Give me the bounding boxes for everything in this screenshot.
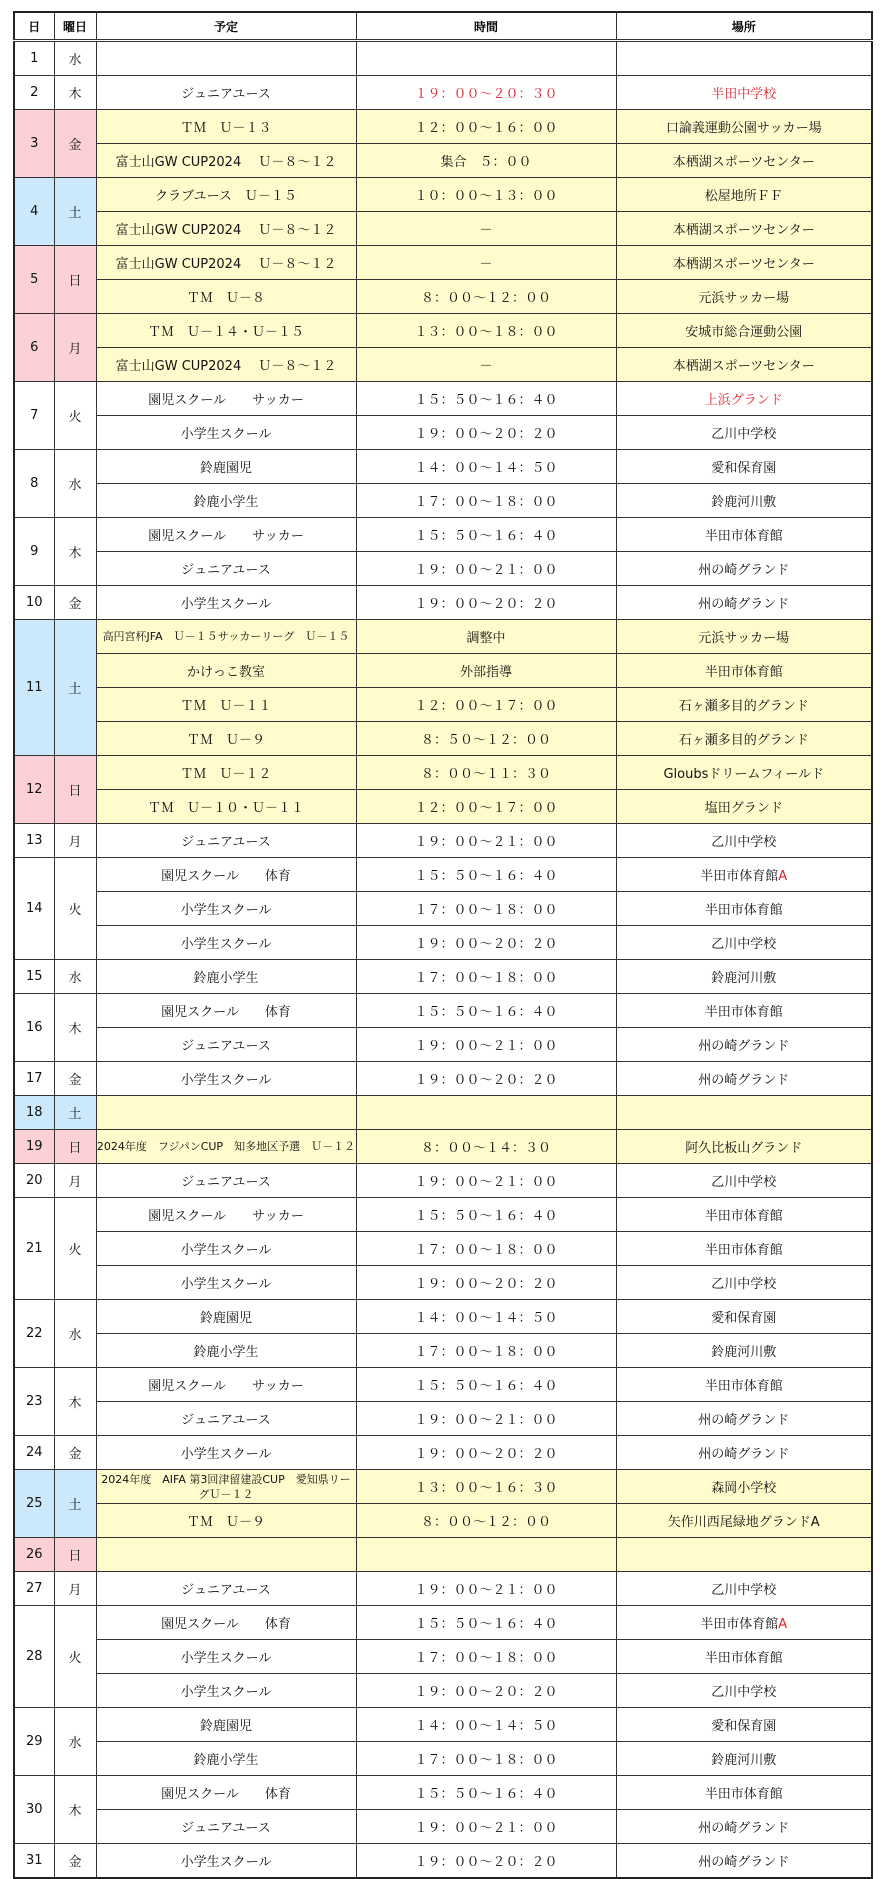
- time-cell: １７：００～１８：００: [356, 484, 616, 518]
- day-number: 7: [14, 382, 54, 450]
- time-cell: １９：００～２１：００: [356, 1572, 616, 1606]
- time-cell: １２：００～１６：００: [356, 110, 616, 144]
- weekday: 月: [54, 314, 96, 382]
- event-cell: ジュニアユース: [96, 824, 356, 858]
- event-cell: 園児スクール サッカー: [96, 1198, 356, 1232]
- event-cell: 鈴鹿小学生: [96, 1742, 356, 1776]
- time-cell: ８：００～１４：３０: [356, 1130, 616, 1164]
- header-time: 時間: [356, 12, 616, 41]
- table-row: [14, 1640, 872, 1674]
- place-cell: 愛和保育園: [616, 1708, 872, 1742]
- event-cell: 高円宮杯JFA Ｕ－１５サッカーリーグ Ｕ－１５: [96, 620, 356, 654]
- event-cell: ＴＭ Ｕ－１４・Ｕ－１５: [96, 314, 356, 348]
- time-cell: １７：００～１８：００: [356, 1232, 616, 1266]
- time-cell: １４：００～１４：５０: [356, 450, 616, 484]
- event-cell: 園児スクール 体育: [96, 858, 356, 892]
- event-cell: 2024年度 AIFA 第3回津留建設CUP 愛知県リーグＵ－１２: [96, 1470, 356, 1504]
- table-row: [14, 1572, 872, 1606]
- weekday: 火: [54, 1198, 96, 1300]
- weekday: 水: [54, 1708, 96, 1776]
- time-cell: １７：００～１８：００: [356, 1742, 616, 1776]
- place-cell: 乙川中学校: [616, 926, 872, 960]
- table-row: [14, 41, 872, 76]
- day-number: 5: [14, 246, 54, 314]
- time-cell: １７：００～１８：００: [356, 1640, 616, 1674]
- event-cell: 小学生スクール: [96, 892, 356, 926]
- day-number: 20: [14, 1164, 54, 1198]
- event-cell: 小学生スクール: [96, 586, 356, 620]
- table-row: [14, 382, 872, 416]
- event-cell: 小学生スクール: [96, 1640, 356, 1674]
- table-row: [14, 416, 872, 450]
- time-cell: １５：５０～１６：４０: [356, 1606, 616, 1640]
- event-cell: [96, 41, 356, 76]
- day-number: 3: [14, 110, 54, 178]
- header-day: 日: [14, 12, 54, 41]
- place-cell: 州の崎グランド: [616, 1402, 872, 1436]
- event-cell: ＴＭ Ｕ－１０・Ｕ－１１: [96, 790, 356, 824]
- time-cell: １３：００～１６：３０: [356, 1470, 616, 1504]
- event-cell: 富士山GW CUP2024 Ｕ－８～１２: [96, 144, 356, 178]
- event-cell: 小学生スクール: [96, 1062, 356, 1096]
- table-row: [14, 1674, 872, 1708]
- table-row: [14, 450, 872, 484]
- day-number: 21: [14, 1198, 54, 1300]
- place-cell: 安城市総合運動公園: [616, 314, 872, 348]
- table-row: [14, 518, 872, 552]
- place-suffix: A: [778, 869, 788, 884]
- weekday: 木: [54, 1368, 96, 1436]
- place-cell: 州の崎グランド: [616, 1028, 872, 1062]
- time-cell: １９：００～２１：００: [356, 552, 616, 586]
- time-cell: １５：５０～１６：４０: [356, 382, 616, 416]
- place-cell: 半田市体育館: [616, 1232, 872, 1266]
- day-number: 19: [14, 1130, 54, 1164]
- weekday: 日: [54, 1538, 96, 1572]
- day-number: 27: [14, 1572, 54, 1606]
- place-cell: 阿久比板山グランド: [616, 1130, 872, 1164]
- time-cell: [356, 41, 616, 76]
- event-cell: ジュニアユース: [96, 552, 356, 586]
- time-cell: ８：００～１２：００: [356, 280, 616, 314]
- time-cell: １９：００～２０：３０: [356, 76, 616, 110]
- table-row: [14, 1504, 872, 1538]
- place-cell: 本栖湖スポーツセンター: [616, 348, 872, 382]
- weekday: 土: [54, 1096, 96, 1130]
- time-cell: [356, 1538, 616, 1572]
- time-cell: [356, 1096, 616, 1130]
- day-number: 31: [14, 1844, 54, 1879]
- weekday: 日: [54, 1130, 96, 1164]
- place-cell: 半田市体育館: [616, 654, 872, 688]
- place-cell: 半田市体育館: [616, 518, 872, 552]
- event-cell: 園児スクール 体育: [96, 1606, 356, 1640]
- time-cell: １９：００～２０：２０: [356, 1062, 616, 1096]
- table-row: [14, 858, 872, 892]
- table-row: [14, 144, 872, 178]
- place-cell: 乙川中学校: [616, 1266, 872, 1300]
- weekday: 水: [54, 41, 96, 76]
- time-cell: １２：００～１７：００: [356, 790, 616, 824]
- weekday: 火: [54, 858, 96, 960]
- table-row: [14, 722, 872, 756]
- event-cell: ジュニアユース: [96, 1810, 356, 1844]
- time-cell: １９：００～２０：２０: [356, 1674, 616, 1708]
- place-cell: 乙川中学校: [616, 1164, 872, 1198]
- table-row: [14, 1368, 872, 1402]
- weekday: 木: [54, 518, 96, 586]
- weekday: 木: [54, 76, 96, 110]
- event-cell: ジュニアユース: [96, 1572, 356, 1606]
- event-cell: 園児スクール 体育: [96, 994, 356, 1028]
- event-cell: かけっこ教室: [96, 654, 356, 688]
- day-number: 12: [14, 756, 54, 824]
- day-number: 25: [14, 1470, 54, 1538]
- time-cell: 外部指導: [356, 654, 616, 688]
- time-cell: １９：００～２０：２０: [356, 586, 616, 620]
- event-cell: 鈴鹿園児: [96, 1300, 356, 1334]
- place-cell: 半田市体育館: [616, 994, 872, 1028]
- table-row: [14, 1470, 872, 1504]
- day-number: 18: [14, 1096, 54, 1130]
- time-cell: １３：００～１８：００: [356, 314, 616, 348]
- event-cell: ＴＭ Ｕ－９: [96, 722, 356, 756]
- place-cell: 半田市体育館: [616, 1368, 872, 1402]
- place-cell: 乙川中学校: [616, 1674, 872, 1708]
- day-number: 16: [14, 994, 54, 1062]
- event-cell: 鈴鹿小学生: [96, 960, 356, 994]
- table-row: [14, 178, 872, 212]
- table-row: [14, 1164, 872, 1198]
- table-row: [14, 1300, 872, 1334]
- place-cell: 鈴鹿河川敷: [616, 1334, 872, 1368]
- place-cell: [616, 1538, 872, 1572]
- day-number: 2: [14, 76, 54, 110]
- event-cell: 富士山GW CUP2024 Ｕ－８～１２: [96, 348, 356, 382]
- table-row: [14, 1198, 872, 1232]
- event-cell: 富士山GW CUP2024 Ｕ－８～１２: [96, 212, 356, 246]
- place-cell: 本栖湖スポーツセンター: [616, 212, 872, 246]
- day-number: 15: [14, 960, 54, 994]
- place-name: 半田市体育館: [700, 869, 779, 884]
- time-cell: －: [356, 246, 616, 280]
- table-row: [14, 1334, 872, 1368]
- place-cell: 上浜グランド: [616, 382, 872, 416]
- place-cell: 石ヶ瀬多目的グランド: [616, 722, 872, 756]
- weekday: 月: [54, 1164, 96, 1198]
- event-cell: ＴＭ Ｕ－８: [96, 280, 356, 314]
- table-row: [14, 790, 872, 824]
- time-cell: －: [356, 348, 616, 382]
- table-row: [14, 1606, 872, 1640]
- place-cell: 半田市体育館: [616, 1640, 872, 1674]
- table-row: [14, 620, 872, 654]
- schedule-body: [14, 41, 872, 1879]
- table-row: [14, 1436, 872, 1470]
- event-cell: [96, 1096, 356, 1130]
- table-row: [14, 824, 872, 858]
- header-row: [14, 12, 872, 41]
- event-cell: ジュニアユース: [96, 76, 356, 110]
- time-cell: １９：００～２０：２０: [356, 1266, 616, 1300]
- event-cell: 鈴鹿園児: [96, 450, 356, 484]
- time-cell: １９：００～２０：２０: [356, 1436, 616, 1470]
- table-row: [14, 926, 872, 960]
- place-cell: 州の崎グランド: [616, 586, 872, 620]
- schedule-table: [13, 11, 873, 1879]
- day-number: 17: [14, 1062, 54, 1096]
- table-row: [14, 1232, 872, 1266]
- place-cell: 半田中学校: [616, 76, 872, 110]
- time-cell: １７：００～１８：００: [356, 960, 616, 994]
- day-number: 24: [14, 1436, 54, 1470]
- event-cell: ジュニアユース: [96, 1164, 356, 1198]
- time-cell: ８：５０～１２：００: [356, 722, 616, 756]
- place-cell: [616, 1606, 872, 1640]
- weekday: 土: [54, 178, 96, 246]
- place-cell: 鈴鹿河川敷: [616, 960, 872, 994]
- time-cell: １４：００～１４：５０: [356, 1708, 616, 1742]
- time-cell: １９：００～２１：００: [356, 1164, 616, 1198]
- day-number: 29: [14, 1708, 54, 1776]
- place-cell: 松屋地所ＦＦ: [616, 178, 872, 212]
- table-row: [14, 1708, 872, 1742]
- event-cell: 園児スクール 体育: [96, 1776, 356, 1810]
- time-cell: １５：５０～１６：４０: [356, 858, 616, 892]
- table-row: [14, 1538, 872, 1572]
- place-cell: [616, 1096, 872, 1130]
- event-cell: 園児スクール サッカー: [96, 382, 356, 416]
- table-row: [14, 586, 872, 620]
- event-cell: 鈴鹿園児: [96, 1708, 356, 1742]
- time-cell: ８：００～１２：００: [356, 1504, 616, 1538]
- table-row: [14, 280, 872, 314]
- table-row: [14, 110, 872, 144]
- day-number: 11: [14, 620, 54, 756]
- weekday: 月: [54, 824, 96, 858]
- event-cell: ジュニアユース: [96, 1028, 356, 1062]
- table-row: [14, 484, 872, 518]
- day-number: 4: [14, 178, 54, 246]
- day-number: 30: [14, 1776, 54, 1844]
- weekday: 火: [54, 1606, 96, 1708]
- weekday: 木: [54, 994, 96, 1062]
- day-number: 9: [14, 518, 54, 586]
- place-cell: 口論義運動公園サッカー場: [616, 110, 872, 144]
- day-number: 26: [14, 1538, 54, 1572]
- place-cell: [616, 41, 872, 76]
- event-cell: [96, 1538, 356, 1572]
- place-cell: 乙川中学校: [616, 1572, 872, 1606]
- time-cell: ８：００～１１：３０: [356, 756, 616, 790]
- table-row: [14, 688, 872, 722]
- place-cell: 州の崎グランド: [616, 1810, 872, 1844]
- table-row: [14, 1096, 872, 1130]
- weekday: 金: [54, 1436, 96, 1470]
- weekday: 土: [54, 620, 96, 756]
- event-cell: 園児スクール サッカー: [96, 518, 356, 552]
- table-row: [14, 552, 872, 586]
- weekday: 土: [54, 1470, 96, 1538]
- place-cell: 塩田グランド: [616, 790, 872, 824]
- table-row: [14, 756, 872, 790]
- place-cell: 元浜サッカー場: [616, 280, 872, 314]
- table-row: [14, 1266, 872, 1300]
- time-cell: １５：５０～１６：４０: [356, 1368, 616, 1402]
- table-row: [14, 960, 872, 994]
- time-cell: １５：５０～１６：４０: [356, 1198, 616, 1232]
- time-cell: １９：００～２１：００: [356, 824, 616, 858]
- table-row: [14, 314, 872, 348]
- place-cell: 本栖湖スポーツセンター: [616, 246, 872, 280]
- weekday: 金: [54, 586, 96, 620]
- event-cell: 小学生スクール: [96, 926, 356, 960]
- day-number: 23: [14, 1368, 54, 1436]
- day-number: 6: [14, 314, 54, 382]
- table-row: [14, 246, 872, 280]
- table-row: [14, 1810, 872, 1844]
- place-cell: [616, 858, 872, 892]
- place-cell: 本栖湖スポーツセンター: [616, 144, 872, 178]
- place-name: 半田市体育館: [700, 1617, 779, 1632]
- event-cell: 小学生スクール: [96, 1674, 356, 1708]
- place-cell: 森岡小学校: [616, 1470, 872, 1504]
- time-cell: １７：００～１８：００: [356, 892, 616, 926]
- place-cell: 鈴鹿河川敷: [616, 1742, 872, 1776]
- time-cell: １２：００～１７：００: [356, 688, 616, 722]
- table-row: [14, 1028, 872, 1062]
- table-row: [14, 76, 872, 110]
- event-cell: 富士山GW CUP2024 Ｕ－８～１２: [96, 246, 356, 280]
- table-row: [14, 1402, 872, 1436]
- table-row: [14, 1130, 872, 1164]
- place-cell: 乙川中学校: [616, 824, 872, 858]
- place-cell: 半田市体育館: [616, 892, 872, 926]
- header-event: 予定: [96, 12, 356, 41]
- weekday: 水: [54, 960, 96, 994]
- table-row: [14, 892, 872, 926]
- table-row: [14, 1776, 872, 1810]
- place-cell: 鈴鹿河川敷: [616, 484, 872, 518]
- weekday: 木: [54, 1776, 96, 1844]
- place-cell: 愛和保育園: [616, 450, 872, 484]
- time-cell: 調整中: [356, 620, 616, 654]
- event-cell: 鈴鹿小学生: [96, 484, 356, 518]
- weekday: 日: [54, 246, 96, 314]
- day-number: 8: [14, 450, 54, 518]
- place-cell: 州の崎グランド: [616, 1436, 872, 1470]
- header-place: 場所: [616, 12, 872, 41]
- table-row: [14, 1062, 872, 1096]
- weekday: 水: [54, 450, 96, 518]
- event-cell: ＴＭ Ｕ－１１: [96, 688, 356, 722]
- time-cell: １５：５０～１６：４０: [356, 1776, 616, 1810]
- place-cell: 乙川中学校: [616, 416, 872, 450]
- event-cell: 鈴鹿小学生: [96, 1334, 356, 1368]
- day-number: 22: [14, 1300, 54, 1368]
- event-cell: 小学生スクール: [96, 1436, 356, 1470]
- event-cell: ＴＭ Ｕ－１２: [96, 756, 356, 790]
- place-cell: 石ヶ瀬多目的グランド: [616, 688, 872, 722]
- event-cell: 2024年度 フジパンCUP 知多地区予選 Ｕ－１２: [96, 1130, 356, 1164]
- table-row: [14, 654, 872, 688]
- time-cell: １９：００～２１：００: [356, 1028, 616, 1062]
- table-row: [14, 1844, 872, 1879]
- time-cell: １７：００～１８：００: [356, 1334, 616, 1368]
- table-row: [14, 348, 872, 382]
- day-number: 28: [14, 1606, 54, 1708]
- day-number: 14: [14, 858, 54, 960]
- place-cell: 州の崎グランド: [616, 552, 872, 586]
- weekday: 火: [54, 382, 96, 450]
- place-suffix: A: [778, 1617, 788, 1632]
- place-cell: 愛和保育園: [616, 1300, 872, 1334]
- time-cell: １９：００～２０：２０: [356, 416, 616, 450]
- time-cell: １５：５０～１６：４０: [356, 994, 616, 1028]
- weekday: 金: [54, 110, 96, 178]
- event-cell: 小学生スクール: [96, 1844, 356, 1879]
- table-row: [14, 212, 872, 246]
- time-cell: １４：００～１４：５０: [356, 1300, 616, 1334]
- time-cell: 集合 ５：００: [356, 144, 616, 178]
- event-cell: 小学生スクール: [96, 1266, 356, 1300]
- event-cell: クラブユース Ｕ－１５: [96, 178, 356, 212]
- weekday: 金: [54, 1844, 96, 1879]
- event-cell: ＴＭ Ｕ－１３: [96, 110, 356, 144]
- event-cell: 小学生スクール: [96, 416, 356, 450]
- time-cell: １９：００～２０：２０: [356, 926, 616, 960]
- time-cell: １０：００～１３：００: [356, 178, 616, 212]
- time-cell: １９：００～２１：００: [356, 1402, 616, 1436]
- event-cell: ジュニアユース: [96, 1402, 356, 1436]
- day-number: 10: [14, 586, 54, 620]
- table-row: [14, 994, 872, 1028]
- time-cell: １９：００～２１：００: [356, 1810, 616, 1844]
- place-cell: 元浜サッカー場: [616, 620, 872, 654]
- event-cell: 園児スクール サッカー: [96, 1368, 356, 1402]
- place-cell: 半田市体育館: [616, 1776, 872, 1810]
- place-cell: 矢作川西尾緑地グランドA: [616, 1504, 872, 1538]
- place-cell: 州の崎グランド: [616, 1062, 872, 1096]
- day-number: 13: [14, 824, 54, 858]
- time-cell: １９：００～２０：２０: [356, 1844, 616, 1879]
- place-cell: Gloubsドリームフィールド: [616, 756, 872, 790]
- time-cell: １５：５０～１６：４０: [356, 518, 616, 552]
- event-cell: ＴＭ Ｕ－９: [96, 1504, 356, 1538]
- event-cell: 小学生スクール: [96, 1232, 356, 1266]
- header-weekday: 曜日: [54, 12, 96, 41]
- table-row: [14, 1742, 872, 1776]
- weekday: 水: [54, 1300, 96, 1368]
- time-cell: －: [356, 212, 616, 246]
- weekday: 日: [54, 756, 96, 824]
- weekday: 金: [54, 1062, 96, 1096]
- weekday: 月: [54, 1572, 96, 1606]
- place-cell: 半田市体育館: [616, 1198, 872, 1232]
- place-cell: 州の崎グランド: [616, 1844, 872, 1879]
- day-number: 1: [14, 41, 54, 76]
